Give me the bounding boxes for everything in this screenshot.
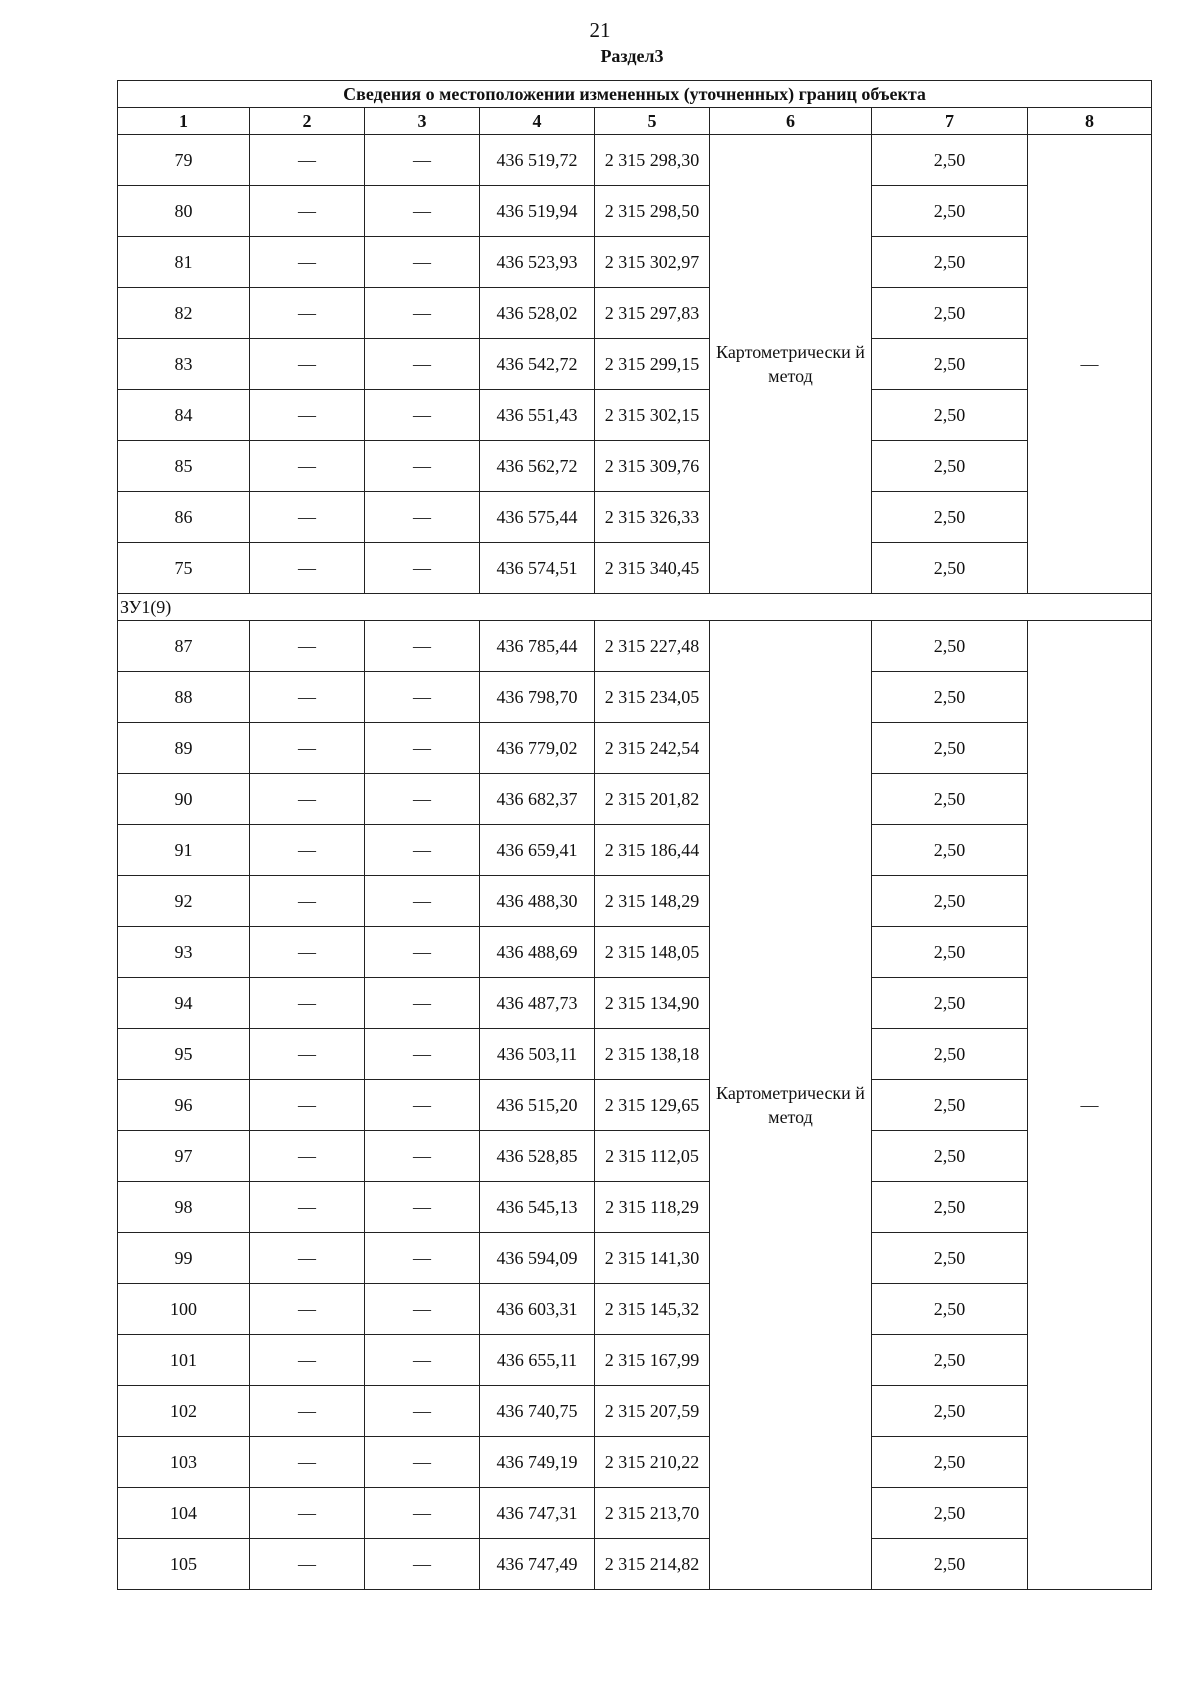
accuracy-cell: 2,50 [872,441,1028,492]
y-coordinate-cell: 2 315 112,05 [595,1131,710,1182]
y-coordinate-cell: 2 315 167,99 [595,1335,710,1386]
y-coordinate-cell: 2 315 148,05 [595,927,710,978]
table-row [118,390,1152,441]
accuracy-cell: 2,50 [872,621,1028,672]
point-number-cell: 105 [118,1539,250,1590]
table-row [118,1284,1152,1335]
table-row [118,1233,1152,1284]
point-number-cell: 92 [118,876,250,927]
col2-cell: — [250,237,365,288]
column-header-row [118,108,1152,135]
x-coordinate-cell: 436 528,02 [480,288,595,339]
accuracy-cell: 2,50 [872,1437,1028,1488]
column-header: 2 [250,108,365,135]
col3-cell: — [365,237,480,288]
point-number-cell: 98 [118,1182,250,1233]
accuracy-cell: 2,50 [872,543,1028,594]
group-label-row [118,594,1152,621]
col2-cell: — [250,1029,365,1080]
col3-cell: — [365,621,480,672]
column-header: 1 [118,108,250,135]
x-coordinate-cell: 436 798,70 [480,672,595,723]
accuracy-cell: 2,50 [872,672,1028,723]
table-row [118,1437,1152,1488]
point-number-cell: 96 [118,1080,250,1131]
y-coordinate-cell: 2 315 141,30 [595,1233,710,1284]
col2-cell: — [250,441,365,492]
col3-cell: — [365,543,480,594]
col2-cell: — [250,543,365,594]
col3-cell: — [365,1335,480,1386]
accuracy-cell: 2,50 [872,825,1028,876]
x-coordinate-cell: 436 551,43 [480,390,595,441]
table-row [118,1488,1152,1539]
col8-cell: — [1028,135,1152,594]
accuracy-cell: 2,50 [872,1386,1028,1437]
point-number-cell: 83 [118,339,250,390]
accuracy-cell: 2,50 [872,186,1028,237]
table-row [118,1335,1152,1386]
y-coordinate-cell: 2 315 214,82 [595,1539,710,1590]
y-coordinate-cell: 2 315 118,29 [595,1182,710,1233]
col3-cell: — [365,825,480,876]
col2-cell: — [250,774,365,825]
col2-cell: — [250,288,365,339]
col3-cell: — [365,1488,480,1539]
table-row [118,1539,1152,1590]
accuracy-cell: 2,50 [872,1131,1028,1182]
x-coordinate-cell: 436 740,75 [480,1386,595,1437]
accuracy-cell: 2,50 [872,1233,1028,1284]
point-number-cell: 84 [118,390,250,441]
x-coordinate-cell: 436 488,30 [480,876,595,927]
column-header: 3 [365,108,480,135]
point-number-cell: 90 [118,774,250,825]
table-row [118,441,1152,492]
col2-cell: — [250,135,365,186]
x-coordinate-cell: 436 574,51 [480,543,595,594]
table-row [118,288,1152,339]
y-coordinate-cell: 2 315 227,48 [595,621,710,672]
x-coordinate-cell: 436 528,85 [480,1131,595,1182]
x-coordinate-cell: 436 655,11 [480,1335,595,1386]
col2-cell: — [250,1131,365,1182]
col3-cell: — [365,927,480,978]
y-coordinate-cell: 2 315 309,76 [595,441,710,492]
accuracy-cell: 2,50 [872,288,1028,339]
col2-cell: — [250,1488,365,1539]
accuracy-cell: 2,50 [872,927,1028,978]
point-number-cell: 86 [118,492,250,543]
table-row [118,927,1152,978]
col3-cell: — [365,1539,480,1590]
x-coordinate-cell: 436 545,13 [480,1182,595,1233]
accuracy-cell: 2,50 [872,1029,1028,1080]
accuracy-cell: 2,50 [872,1080,1028,1131]
y-coordinate-cell: 2 315 186,44 [595,825,710,876]
x-coordinate-cell: 436 659,41 [480,825,595,876]
accuracy-cell: 2,50 [872,774,1028,825]
y-coordinate-cell: 2 315 340,45 [595,543,710,594]
section-title: Раздел3 [600,46,664,66]
point-number-cell: 91 [118,825,250,876]
x-coordinate-cell: 436 562,72 [480,441,595,492]
y-coordinate-cell: 2 315 326,33 [595,492,710,543]
column-header: 4 [480,108,595,135]
x-coordinate-cell: 436 594,09 [480,1233,595,1284]
table-row [118,1182,1152,1233]
table-row [118,774,1152,825]
col2-cell: — [250,876,365,927]
col2-cell: — [250,1335,365,1386]
point-number-cell: 102 [118,1386,250,1437]
method-cell: Картометрически й метод [710,135,872,594]
column-header: 8 [1028,108,1152,135]
y-coordinate-cell: 2 315 302,15 [595,390,710,441]
y-coordinate-cell: 2 315 297,83 [595,288,710,339]
table-row [118,543,1152,594]
table-row [118,186,1152,237]
col2-cell: — [250,621,365,672]
table-row [118,1080,1152,1131]
table-row [118,723,1152,774]
col3-cell: — [365,1131,480,1182]
col2-cell: — [250,1539,365,1590]
point-number-cell: 100 [118,1284,250,1335]
col2-cell: — [250,1182,365,1233]
y-coordinate-cell: 2 315 298,50 [595,186,710,237]
table-row [118,825,1152,876]
col2-cell: — [250,1080,365,1131]
y-coordinate-cell: 2 315 145,32 [595,1284,710,1335]
y-coordinate-cell: 2 315 201,82 [595,774,710,825]
x-coordinate-cell: 436 515,20 [480,1080,595,1131]
column-header: 7 [872,108,1028,135]
x-coordinate-cell: 436 779,02 [480,723,595,774]
accuracy-cell: 2,50 [872,1539,1028,1590]
x-coordinate-cell: 436 603,31 [480,1284,595,1335]
x-coordinate-cell: 436 747,49 [480,1539,595,1590]
col3-cell: — [365,774,480,825]
col3-cell: — [365,978,480,1029]
accuracy-cell: 2,50 [872,135,1028,186]
point-number-cell: 99 [118,1233,250,1284]
accuracy-cell: 2,50 [872,978,1028,1029]
table-row [118,978,1152,1029]
point-number-cell: 94 [118,978,250,1029]
col8-cell: — [1028,621,1152,1590]
table-body [118,135,1152,1590]
accuracy-cell: 2,50 [872,723,1028,774]
col2-cell: — [250,186,365,237]
y-coordinate-cell: 2 315 148,29 [595,876,710,927]
accuracy-cell: 2,50 [872,237,1028,288]
point-number-cell: 87 [118,621,250,672]
x-coordinate-cell: 436 523,93 [480,237,595,288]
col3-cell: — [365,1386,480,1437]
x-coordinate-cell: 436 575,44 [480,492,595,543]
col3-cell: — [365,876,480,927]
table-row [118,621,1152,672]
col3-cell: — [365,1182,480,1233]
table-row [118,492,1152,543]
accuracy-cell: 2,50 [872,1335,1028,1386]
col3-cell: — [365,186,480,237]
x-coordinate-cell: 436 519,72 [480,135,595,186]
col3-cell: — [365,1284,480,1335]
page-number: 21 [589,18,611,42]
point-number-cell: 104 [118,1488,250,1539]
table-row [118,672,1152,723]
col2-cell: — [250,825,365,876]
group-label: ЗУ1(9) [118,594,1152,621]
point-number-cell: 85 [118,441,250,492]
point-number-cell: 103 [118,1437,250,1488]
point-number-cell: 81 [118,237,250,288]
col3-cell: — [365,492,480,543]
y-coordinate-cell: 2 315 302,97 [595,237,710,288]
point-number-cell: 101 [118,1335,250,1386]
table-caption-row [118,81,1152,108]
col3-cell: — [365,441,480,492]
point-number-cell: 79 [118,135,250,186]
point-number-cell: 82 [118,288,250,339]
point-number-cell: 95 [118,1029,250,1080]
y-coordinate-cell: 2 315 138,18 [595,1029,710,1080]
col3-cell: — [365,672,480,723]
accuracy-cell: 2,50 [872,876,1028,927]
coordinates-table [117,80,1152,1590]
y-coordinate-cell: 2 315 207,59 [595,1386,710,1437]
col2-cell: — [250,1386,365,1437]
table-row [118,135,1152,186]
column-header: 6 [710,108,872,135]
table-row [118,1131,1152,1182]
col2-cell: — [250,927,365,978]
col2-cell: — [250,339,365,390]
y-coordinate-cell: 2 315 210,22 [595,1437,710,1488]
col3-cell: — [365,723,480,774]
col3-cell: — [365,339,480,390]
point-number-cell: 88 [118,672,250,723]
point-number-cell: 75 [118,543,250,594]
col2-cell: — [250,978,365,1029]
point-number-cell: 93 [118,927,250,978]
point-number-cell: 97 [118,1131,250,1182]
col2-cell: — [250,672,365,723]
col2-cell: — [250,1233,365,1284]
col3-cell: — [365,1437,480,1488]
y-coordinate-cell: 2 315 134,90 [595,978,710,1029]
y-coordinate-cell: 2 315 234,05 [595,672,710,723]
x-coordinate-cell: 436 747,31 [480,1488,595,1539]
x-coordinate-cell: 436 488,69 [480,927,595,978]
table-row [118,1029,1152,1080]
table-row [118,1386,1152,1437]
method-cell: Картометрически й метод [710,621,872,1590]
y-coordinate-cell: 2 315 299,15 [595,339,710,390]
col2-cell: — [250,390,365,441]
col2-cell: — [250,723,365,774]
table-row [118,876,1152,927]
point-number-cell: 80 [118,186,250,237]
table-row [118,339,1152,390]
point-number-cell: 89 [118,723,250,774]
accuracy-cell: 2,50 [872,492,1028,543]
x-coordinate-cell: 436 749,19 [480,1437,595,1488]
x-coordinate-cell: 436 785,44 [480,621,595,672]
accuracy-cell: 2,50 [872,1488,1028,1539]
col2-cell: — [250,1437,365,1488]
x-coordinate-cell: 436 682,37 [480,774,595,825]
col3-cell: — [365,1080,480,1131]
x-coordinate-cell: 436 487,73 [480,978,595,1029]
col2-cell: — [250,1284,365,1335]
accuracy-cell: 2,50 [872,1182,1028,1233]
col3-cell: — [365,1029,480,1080]
table-row [118,237,1152,288]
col3-cell: — [365,288,480,339]
y-coordinate-cell: 2 315 129,65 [595,1080,710,1131]
y-coordinate-cell: 2 315 213,70 [595,1488,710,1539]
table-caption: Сведения о местоположении измененных (уточненных) границ объекта [118,81,1152,108]
x-coordinate-cell: 436 519,94 [480,186,595,237]
y-coordinate-cell: 2 315 242,54 [595,723,710,774]
col3-cell: — [365,135,480,186]
accuracy-cell: 2,50 [872,339,1028,390]
accuracy-cell: 2,50 [872,1284,1028,1335]
col3-cell: — [365,390,480,441]
col2-cell: — [250,492,365,543]
column-header: 5 [595,108,710,135]
col3-cell: — [365,1233,480,1284]
y-coordinate-cell: 2 315 298,30 [595,135,710,186]
accuracy-cell: 2,50 [872,390,1028,441]
x-coordinate-cell: 436 503,11 [480,1029,595,1080]
x-coordinate-cell: 436 542,72 [480,339,595,390]
